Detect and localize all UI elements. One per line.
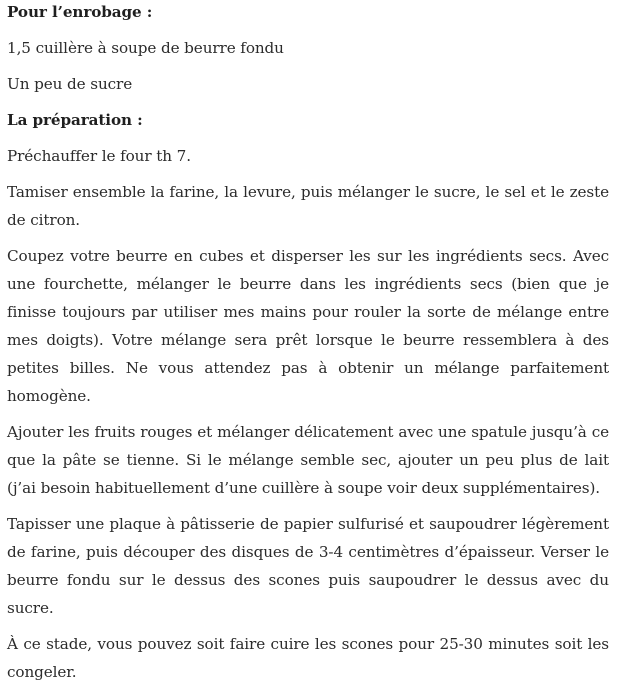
- step-bake: À ce stade, vous pouvez soit faire cuire les scones pour 25-30 minutes soit les congeler.: [7, 635, 609, 681]
- ingredient-melted-butter: 1,5 cuillère à soupe de beurre fondu: [7, 39, 284, 57]
- step-fruits: Ajouter les fruits rouges et mélanger délicatement avec une spatule jusqu’à ce que la pâte se tienne. Si le mélange semble sec, ajouter un peu plus de lait (j’ai besoin habituellement d’une cuillère à soupe voir deux supplémentaires).: [7, 423, 609, 497]
- section-heading-coating: Pour l’enrobage :: [7, 3, 153, 21]
- step-butter: Coupez votre beurre en cubes et disperser les sur les ingrédients secs. Avec une fourchette, mélanger le beurre dans les ingrédients secs (bien que je finisse toujours par utiliser mes mains pour rouler la sorte de mélange entre mes doigts). Votre mélange sera prêt lorsque le beurre ressemblera à des petites billes. Ne vous attendez pas à obtenir un mélange parfaitement homogène.: [7, 247, 609, 405]
- section-heading-preparation: La préparation :: [7, 111, 143, 129]
- step-sift: Tamiser ensemble la farine, la levure, puis mélanger le sucre, le sel et le zeste de citron.: [7, 183, 609, 229]
- ingredient-sugar: Un peu de sucre: [7, 75, 133, 93]
- step-shape: Tapisser une plaque à pâtisserie de papier sulfurisé et saupoudrer légèrement de farine, puis découper des disques de 3-4 centimètres d’épaisseur. Verser le beurre fondu sur le dessus des scones puis saupoudrer le dessus avec du sucre.: [7, 515, 609, 617]
- step-preheat: Préchauffer le four th 7.: [7, 147, 191, 165]
